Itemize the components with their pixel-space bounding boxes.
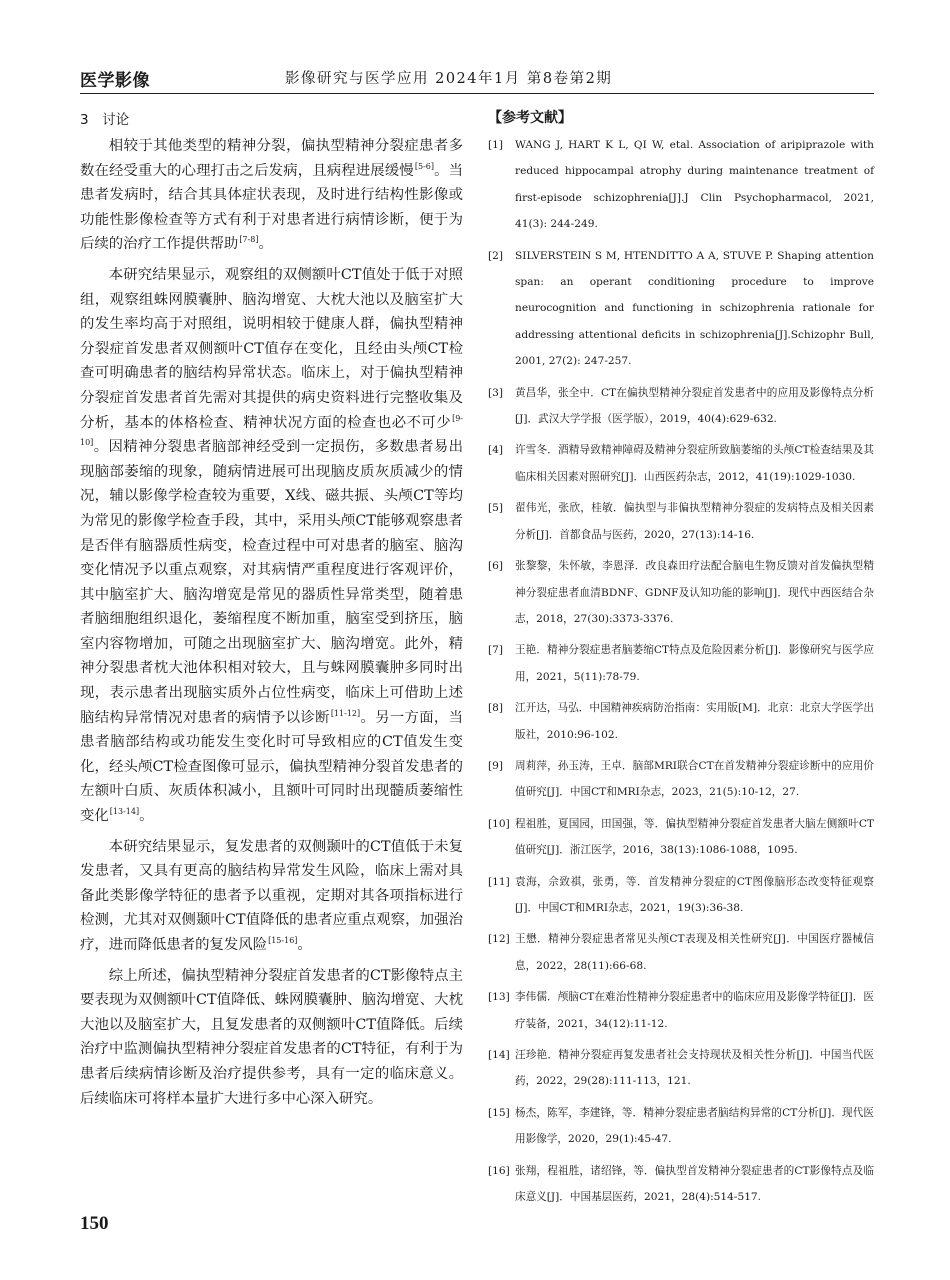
reference-item <box>488 869 874 922</box>
reference-text: 江开达，马弘．中国精神疾病防治指南：实用版[M]．北京：北京大学医学出版社，2010:96-102. <box>515 702 874 741</box>
reference-text: 李伟儒．颅脑CT在难治性精神分裂症患者中的临床应用及影像学特征[J]．医疗装备，2021，34(12):11-12. <box>515 991 874 1030</box>
citation: [15-16] <box>268 936 298 945</box>
citation: [13-14] <box>109 807 140 817</box>
reference-item <box>488 753 874 806</box>
reference-list <box>488 132 874 1210</box>
reference-text: 王懋．精神分裂症患者常见头颅CT表现及相关性研究[J]．中国医疗器械信息，2022，28(11):66-68. <box>515 933 874 972</box>
reference-text: 翟伟光，张欣，桂敏．偏执型与非偏执型精神分裂症的发病特点及相关因素分析[J]．首都食品与医药，2020，27(13):14-16. <box>515 502 874 541</box>
section-title: 3 讨论 <box>80 112 130 128</box>
reference-text: SILVERSTEIN S M, HTENDITTO A A, STUVE P. Shaping attention span: an operant conditioning procedure to improve neurocognition and functioning in schizophrenia rationale for addressing attentional deficits in schizophrenia[J].Schizophr Bull, 2001, 27(2): 247-257. <box>515 249 874 368</box>
reference-item <box>488 984 874 1037</box>
reference-text: 程祖胜，夏国园，田国强，等．偏执型精神分裂症首发患者大脑左侧额叶CT值研究[J]．浙江医学，2016，38(13):1086-1088，1095. <box>515 817 874 857</box>
reference-number: [9] <box>488 759 504 772</box>
discussion-column <box>80 108 463 1111</box>
citation: [5-6] <box>414 161 434 171</box>
reference-text: 王艳．精神分裂症患者脑萎缩CT特点及危险因素分析[J]．影像研究与医学应用，2021，5(11):78-79. <box>515 644 874 683</box>
reference-item <box>488 695 874 748</box>
page-header <box>80 66 874 90</box>
reference-number: [16] <box>488 1164 510 1177</box>
reference-number: [1] <box>488 139 504 151</box>
reference-item <box>488 1042 874 1095</box>
citation: [11-12] <box>330 708 361 718</box>
paragraph-1: 相较于其他类型的精神分裂，偏执型精神分裂症患者多数在经受重大的心理打击之后发病，且病程进展缓慢[5-6]。当患者发病时，结合其具体症状表现，及时进行结构性影像或功能性影像检查等方式有利于对患者进行病情诊断，便于为后续的治疗工作提供帮助[7-8]。 <box>80 138 463 253</box>
page-number: 150 <box>80 1213 109 1234</box>
paragraph-2: 本研究结果显示，观察组的双侧额叶CT值处于低于对照组，观察组蛛网膜囊肿、脑沟增宽、大枕大池以及脑室扩大的发生率均高于对照组，说明相较于健康人群，偏执型精神分裂症首发患者双侧额叶CT值存在变化，且经由头颅CT检查可明确患者的脑结构异常状态。临床上，对于偏执型精神分裂症首发患者首先需对其提供的病史资料进行完整收集及分析，基本的体格检查、精神状况方面的检查也必不可少[9-10]。因精神分裂患者脑部神经受到一定损伤，多数患者易出现脑部萎缩的现象，随病情进展可出现脑皮质灰质减少的情况，辅以影像学检查较为重要，X线、磁共振、头颅CT等均为常见的影像学检查手段，其中，采用头颅CT能够观察患者是否伴有脑器质性病变，检查过程中可对患者的脑室、脑沟变化情况予以重点观察，对其病情严重程度进行客观评价，其中脑室扩大、脑沟增宽是常见的器质性异常类型，随着患者脑细胞组织退化，萎缩程度不断加重，脑室受到挤压，脑室内容物增加，可随之出现脑室扩大、脑沟增宽。此外，精神分裂患者枕大池体积相对较大，且与蛛网膜囊肿多同时出现，表示患者出现脑实质外占位性病变，临床上可借助上述脑结构异常情况对患者的病情予以诊断[11-12]。另一方面，当患者脑部结构或功能发生变化时可导致相应的CT值发生变化，经头颅CT检查图像可显示，偏执型精神分裂首发患者的左额叶白质、灰质体积减小，且额叶可同时出现髓质萎缩性变化[13-14]。 <box>80 266 463 825</box>
reference-number: [11] <box>488 875 510 888</box>
journal-info: 影像研究与医学应用 2024年1月 第8卷第2期 <box>285 71 613 87</box>
reference-number: [10] <box>488 817 510 830</box>
reference-item <box>488 380 874 433</box>
reference-text: 袁海，佘致祺，张勇，等．首发精神分裂症的CT图像脑形态改变特征观察[J]．中国CT和MRI杂志，2021，19(3):36-38. <box>515 875 874 914</box>
reference-number: [15] <box>488 1106 510 1119</box>
reference-item <box>488 243 874 375</box>
reference-text: 张黎黎，朱怀敏，李恩泽．改良森田疗法配合脑电生物反馈对首发偏执型精神分裂症患者血清BDNF、GDNF及认知功能的影响[J]．现代中西医结合杂志，2018，27(30):3373-3376. <box>515 560 874 625</box>
reference-item <box>488 637 874 690</box>
discussion-body <box>80 134 463 1111</box>
reference-number: [7] <box>488 644 504 657</box>
reference-item <box>488 811 874 864</box>
reference-item <box>488 495 874 548</box>
reference-item <box>488 1100 874 1153</box>
reference-item <box>488 926 874 979</box>
references-column <box>488 108 874 1215</box>
citation: [9-10] <box>80 413 463 448</box>
reference-text: 张翔，程祖胜，诸绍锋，等．偏执型首发精神分裂症患者的CT影像特点及临床意义[J]．中国基层医药，2021，28(4):514-517. <box>515 1164 874 1204</box>
reference-number: [14] <box>488 1049 510 1061</box>
reference-number: [6] <box>488 560 504 573</box>
reference-text: 黄昌华，张全中．CT在偏执型精神分裂症首发患者中的应用及影像特点分析[J]．武汉大学学报（医学版），2019，40(4):629-632. <box>515 386 874 426</box>
reference-number: [8] <box>488 702 504 715</box>
header-rule <box>80 93 874 94</box>
reference-number: [12] <box>488 933 510 946</box>
section-label: 医学影像 <box>80 71 150 91</box>
reference-number: [13] <box>488 991 510 1004</box>
reference-text: WANG J, HART K L, QI W, etal. Association of aripiprazole with reduced hippocampal atrophy during maintenance treatment of first-episode schizophrenia[J].J Clin Psychopharmacol, 2021, 41(3): 244-249. <box>515 139 874 231</box>
reference-text: 许雪冬．酒精导致精神障碍及精神分裂症所致脑萎缩的头颅CT检查结果及其临床相关因素对照研究[J]．山西医药杂志，2012，41(19):1029-1030. <box>515 444 874 483</box>
reference-number: [3] <box>488 386 504 399</box>
reference-item <box>488 132 874 238</box>
references-title: 【参考文献】 <box>488 110 572 126</box>
reference-text: 汪珍艳．精神分裂症再复发患者社会支持现状及相关性分析[J]．中国当代医药，2022，29(28):111-113，121. <box>515 1049 874 1088</box>
reference-text: 杨杰，陈军，李建锋，等．精神分裂症患者脑结构异常的CT分析[J]．现代医用影像学，2020，29(1):45-47. <box>515 1106 874 1146</box>
citation: [7-8] <box>239 235 259 245</box>
reference-text: 周莉萍，孙玉涛，王卓．脑部MRI联合CT在首发精神分裂症诊断中的应用价值研究[J]．中国CT和MRI杂志，2023，21(5):10-12，27. <box>515 759 874 799</box>
reference-number: [2] <box>488 249 504 262</box>
reference-number: [5] <box>488 502 504 515</box>
reference-item <box>488 1158 874 1211</box>
paragraph-3: 本研究结果显示，复发患者的双侧颞叶的CT值低于未复发患者，又具有更高的脑结构异常发生风险，临床上需对具备此类影像学特征的患者予以重视，定期对其各项指标进行检测，尤其对双侧颞叶CT值降低的患者应重点观察，加强治疗，进而降低患者的复发风险[15-16]。 <box>80 838 463 953</box>
reference-number: [4] <box>488 444 504 457</box>
paragraph-4: 综上所述，偏执型精神分裂症首发患者的CT影像特点主要表现为双侧额叶CT值降低、蛛网膜囊肿、脑沟增宽、大枕大池以及脑室扩大，且复发患者的双侧额叶CT值降低。后续治疗中监测偏执型精神分裂症首发患者的CT特征，有利于为患者后续病情诊断及治疗提供参考，具有一定的临床意义。后续临床可将样本量扩大进行多中心深入研究。 <box>80 967 463 1107</box>
reference-item <box>488 553 874 632</box>
reference-item <box>488 437 874 490</box>
